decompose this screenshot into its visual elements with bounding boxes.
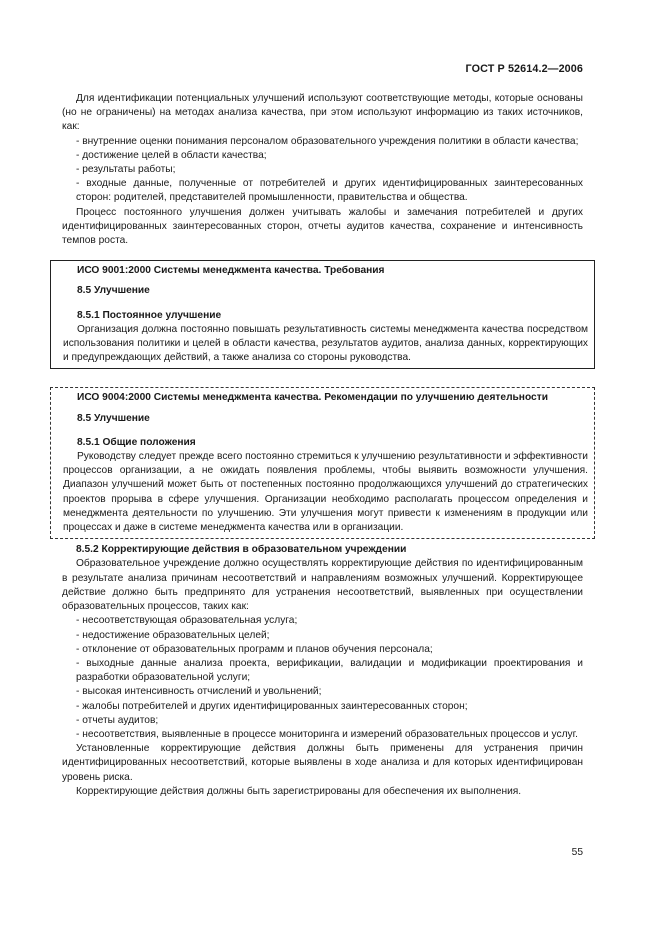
section-852-paragraph: Образовательное учреждение должно осуществлять корректирующие действия по идентифицированным в результате анализа причинам несоответствий и направлениям возможных улучшений. Корректирующее действие должно быть предпринято для устранения несоответствий, выявленных при осуществлении образовательных процессов, таких как: <box>62 558 583 613</box>
iso-9004-text: Руководству следует прежде всего постоянно стремиться к улучшению результативности и эффективности процессов организации, а не ожидать появления проблемы, чтобы выявить возможности улучшения. Диапазон улучшений может быть от постепенных постоянно продолжающихся улучшений до стратегических проектов прорыва в сфере улучшения. Организации необходимо располагать процессом определения и менеджмента деятельности по улучшению. Эти улучшения могут привести к изменениям в продукции или процессах и даже в системе менеджмента качества или в организации. <box>63 451 588 534</box>
iso-9004-quote-box <box>50 387 595 539</box>
page-number: 55 <box>571 847 583 858</box>
section-852-heading: 8.5.2 Корректирующие действия в образовательном учреждении <box>76 544 407 556</box>
iso-9004-subsection: 8.5.1 Общие положения <box>77 436 196 448</box>
intro-list-item: - результаты работы; <box>76 164 176 176</box>
intro-paragraph: Для идентификации потенциальных улучшений используют соответствующие методы, которые основаны (но не ограничены) на методах анализа качества, при этом используют информацию из таких источников, как: <box>62 93 583 133</box>
section-852-list-item: - отчеты аудитов; <box>76 714 159 726</box>
section-852-list-item: - высокая интенсивность отчислений и увольнений; <box>76 686 322 698</box>
iso-9001-subsection: 8.5.1 Постоянное улучшение <box>77 309 222 321</box>
section-852-paragraph: Установленные корректирующие действия должны быть применены для устранения причин идентифицированных несоответствий, которые выявлены в ходе анализа и для которых идентифицирован уровень риска. <box>62 743 583 783</box>
section-852-list-item: - выходные данные анализа проекта, верификации, валидации и модификации проектирования и разработки образовательной услуги; <box>76 657 583 684</box>
section-852-list-item: - несоответствия, выявленные в процессе мониторинга и измерений образовательных процессов и услуг. <box>76 728 578 740</box>
intro-list-item: - достижение целей в области качества; <box>76 149 267 161</box>
iso-9001-title: ИСО 9001:2000 Системы менеджмента качества. Требования <box>77 265 385 277</box>
section-852-list-item: - несоответствующая образовательная услуга; <box>76 615 298 627</box>
intro-list-item: - входные данные, полученные от потребителей и других идентифицированных заинтересованных сторон: родителей, представителей промышленности, правительства и общества. <box>76 178 583 204</box>
iso-9004-section: 8.5 Улучшение <box>77 412 150 424</box>
section-852-list-item: - жалобы потребителей и других идентифицированных заинтересованных сторон; <box>76 700 468 712</box>
iso-9004-title: ИСО 9004:2000 Системы менеджмента качества. Рекомендации по улучшению деятельности <box>77 392 548 404</box>
iso-9001-section: 8.5 Улучшение <box>77 285 150 297</box>
section-852-list-item: - недостижение образовательных целей; <box>76 629 270 641</box>
iso-9001-text: Организация должна постоянно повышать результативность системы менеджмента качества посредством использования политики и целей в области качества, результатов аудитов, анализа данных, корректирующих и предупреждающих действий, а также анализа со стороны руководства. <box>63 323 588 364</box>
intro-paragraph: Процесс постоянного улучшения должен учитывать жалобы и замечания потребителей и других идентифицированных заинтересованных сторон, отчеты аудитов качества, сохранение и интенсивность темпов роста. <box>62 206 583 247</box>
standard-code: ГОСТ Р 52614.2—2006 <box>465 63 583 75</box>
intro-list-item: - внутренние оценки понимания персоналом образовательного учреждения политики в области качества; <box>76 135 579 147</box>
section-852-list-item: - отклонение от образовательных программ и планов обучения персонала; <box>76 643 433 655</box>
section-852-paragraph: Корректирующие действия должны быть зарегистрированы для обеспечения их выполнения. <box>76 785 522 797</box>
iso-9001-quote-box <box>50 260 595 369</box>
page-content <box>62 92 588 799</box>
